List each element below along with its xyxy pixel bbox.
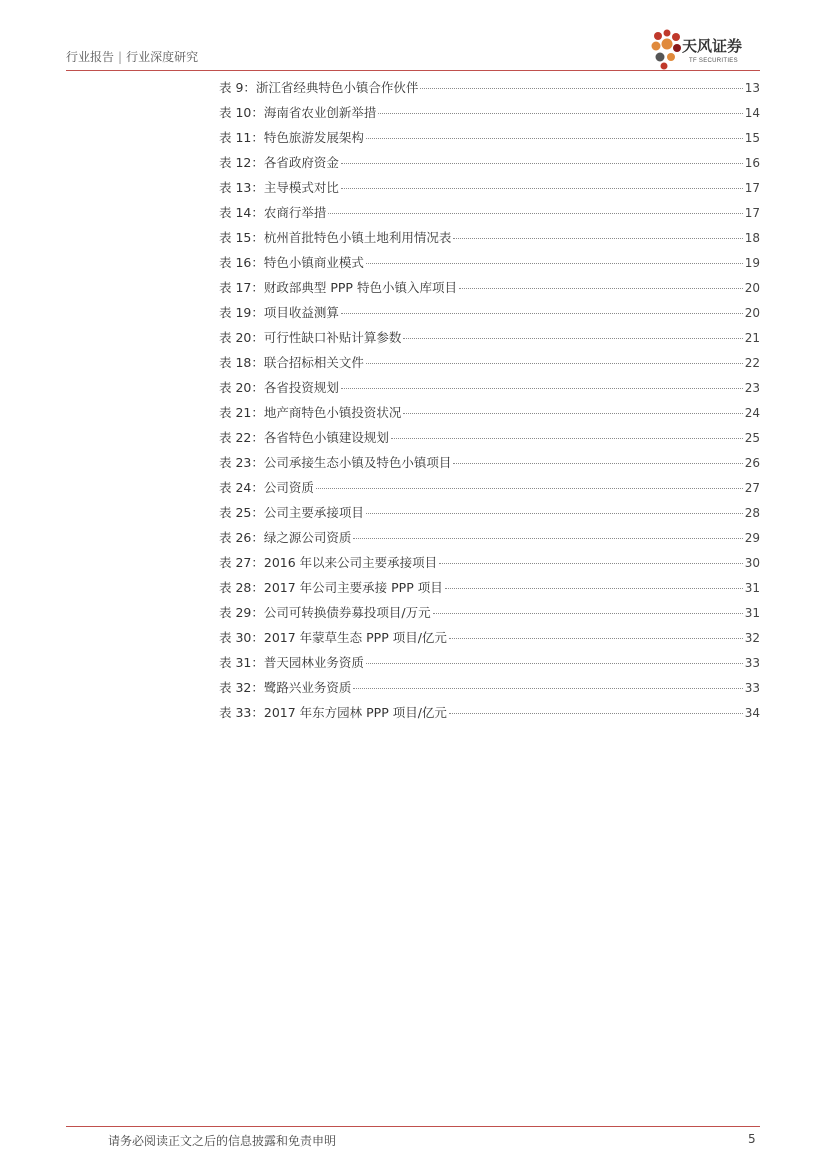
- report-type: 行业报告: [66, 50, 115, 64]
- toc-entry-page: 19: [744, 256, 760, 270]
- toc-entry-page: 29: [744, 531, 760, 545]
- toc-entry-label: 表 27：2016 年以来公司主要承接项目: [219, 555, 438, 570]
- toc-entry-label: 表 11：特色旅游发展架构: [219, 130, 364, 145]
- disclaimer-text: 请务必阅读正文之后的信息披露和免责申明: [108, 1134, 337, 1148]
- toc-entry[interactable]: [219, 328, 760, 353]
- toc-entry-page: 25: [744, 431, 760, 445]
- toc-entry-page: 22: [744, 356, 760, 370]
- toc-entry-page: 21: [744, 331, 760, 345]
- toc-entry[interactable]: [219, 578, 760, 603]
- dotted-leader: [353, 538, 742, 539]
- dotted-leader: [391, 438, 743, 439]
- toc-entry[interactable]: [219, 178, 760, 203]
- toc-entry-page: 13: [744, 81, 760, 95]
- toc-entry[interactable]: [219, 428, 760, 453]
- report-header: [66, 48, 198, 65]
- toc-entry[interactable]: [219, 253, 760, 278]
- toc-entry-label: 表 18：联合招标相关文件: [219, 355, 364, 370]
- toc-entry-page: 16: [744, 156, 760, 170]
- toc-entry[interactable]: [219, 678, 760, 703]
- toc-entry-label: 表 12：各省政府资金: [219, 155, 339, 170]
- toc-entry-label: 表 9：浙江省经典特色小镇合作伙伴: [219, 80, 419, 95]
- logo-subtitle: TF SECURITIES: [689, 58, 738, 64]
- dotted-leader: [366, 363, 743, 364]
- toc-entry[interactable]: [219, 628, 760, 653]
- dotted-leader: [453, 238, 742, 239]
- toc-entry[interactable]: [219, 128, 760, 153]
- toc-entry[interactable]: [219, 278, 760, 303]
- toc-entry-page: 33: [744, 656, 760, 670]
- toc-entry[interactable]: [219, 228, 760, 253]
- toc-entry-label: 表 21：地产商特色小镇投资状况: [219, 405, 402, 420]
- dotted-leader: [341, 388, 743, 389]
- toc-entry[interactable]: [219, 103, 760, 128]
- toc-entry-page: 17: [744, 181, 760, 195]
- dotted-leader: [459, 288, 743, 289]
- toc-entry-page: 31: [744, 581, 760, 595]
- dotted-leader: [433, 613, 743, 614]
- dotted-leader: [366, 138, 743, 139]
- toc-entry-label: 表 32：鹭路兴业务资质: [219, 680, 352, 695]
- toc-entry-page: 17: [744, 206, 760, 220]
- toc-entry[interactable]: [219, 503, 760, 528]
- toc-entry-label: 表 10：海南省农业创新举措: [219, 105, 377, 120]
- dotted-leader: [403, 338, 742, 339]
- toc-entry-page: 20: [744, 306, 760, 320]
- toc-entry-label: 表 33：2017 年东方园林 PPP 项目/亿元: [219, 705, 447, 720]
- dotted-leader: [378, 113, 742, 114]
- toc-entry-page: 20: [744, 281, 760, 295]
- toc-entry[interactable]: [219, 303, 760, 328]
- toc-entry-label: 表 16：特色小镇商业模式: [219, 255, 364, 270]
- toc-entry-label: 表 22：各省特色小镇建设规划: [219, 430, 389, 445]
- toc-entry-label: 表 15：杭州首批特色小镇土地利用情况表: [219, 230, 452, 245]
- report-category: 行业深度研究: [126, 50, 199, 64]
- logo-name: 天风证券: [682, 37, 743, 55]
- toc-entry[interactable]: [219, 478, 760, 503]
- toc-entry-label: 表 24：公司资质: [219, 480, 314, 495]
- toc-entry-label: 表 26：绿之源公司资质: [219, 530, 352, 545]
- toc-entry[interactable]: [219, 603, 760, 628]
- dotted-leader: [353, 688, 742, 689]
- toc-entry-page: 14: [744, 106, 760, 120]
- toc-entry[interactable]: [219, 528, 760, 553]
- toc-entry-page: 34: [744, 706, 760, 720]
- footer-divider: [66, 1126, 760, 1127]
- toc-entry-page: 32: [744, 631, 760, 645]
- toc-entry[interactable]: [219, 153, 760, 178]
- dotted-leader: [341, 313, 743, 314]
- toc-entry-label: 表 20：可行性缺口补贴计算参数: [219, 330, 402, 345]
- toc-entry[interactable]: [219, 353, 760, 378]
- toc-entry-page: 33: [744, 681, 760, 695]
- toc-entry-page: 31: [744, 606, 760, 620]
- toc-entry-page: 24: [744, 406, 760, 420]
- dotted-leader: [366, 263, 743, 264]
- toc-entry-page: 18: [744, 231, 760, 245]
- toc-entry[interactable]: [219, 703, 760, 728]
- dotted-leader: [449, 638, 743, 639]
- toc-entry-label: 表 17：财政部典型 PPP 特色小镇入库项目: [219, 280, 457, 295]
- toc-entry[interactable]: [219, 553, 760, 578]
- toc-entry[interactable]: [219, 453, 760, 478]
- dotted-leader: [316, 488, 743, 489]
- dotted-leader: [341, 163, 743, 164]
- toc-entry-label: 表 30：2017 年蒙草生态 PPP 项目/亿元: [219, 630, 447, 645]
- toc-entry[interactable]: [219, 378, 760, 403]
- toc-entry-page: 27: [744, 481, 760, 495]
- toc-entry-label: 表 14：农商行举措: [219, 205, 327, 220]
- dotted-leader: [420, 88, 742, 89]
- toc-entry-label: 表 23：公司承接生态小镇及特色小镇项目: [219, 455, 452, 470]
- toc-entry-page: 23: [744, 381, 760, 395]
- dotted-leader: [366, 663, 743, 664]
- dotted-leader: [445, 588, 743, 589]
- toc-entry-label: 表 31：普天园林业务资质: [219, 655, 364, 670]
- toc-entry[interactable]: [219, 653, 760, 678]
- header-divider: [66, 70, 760, 71]
- toc-entry[interactable]: [219, 78, 760, 103]
- toc-entry-page: 30: [744, 556, 760, 570]
- toc-entry[interactable]: [219, 203, 760, 228]
- flower-logo-icon: [650, 28, 684, 72]
- table-of-tables: [219, 78, 760, 728]
- toc-entry-page: 26: [744, 456, 760, 470]
- dotted-leader: [328, 213, 742, 214]
- dotted-leader: [453, 463, 742, 464]
- toc-entry-label: 表 20：各省投资规划: [219, 380, 339, 395]
- toc-entry-label: 表 28：2017 年公司主要承接 PPP 项目: [219, 580, 443, 595]
- dotted-leader: [449, 713, 743, 714]
- toc-entry-label: 表 25：公司主要承接项目: [219, 505, 364, 520]
- toc-entry-page: 15: [744, 131, 760, 145]
- toc-entry-label: 表 13：主导模式对比: [219, 180, 339, 195]
- toc-entry-label: 表 19：项目收益测算: [219, 305, 339, 320]
- toc-entry-label: 表 29：公司可转换债券募投项目/万元: [219, 605, 431, 620]
- page-number: 5: [748, 1132, 756, 1146]
- dotted-leader: [366, 513, 743, 514]
- tf-securities-logo: [650, 28, 762, 72]
- dotted-leader: [341, 188, 743, 189]
- header-separator: |: [118, 50, 123, 64]
- dotted-leader: [403, 413, 742, 414]
- toc-entry[interactable]: [219, 403, 760, 428]
- dotted-leader: [439, 563, 743, 564]
- toc-entry-page: 28: [744, 506, 760, 520]
